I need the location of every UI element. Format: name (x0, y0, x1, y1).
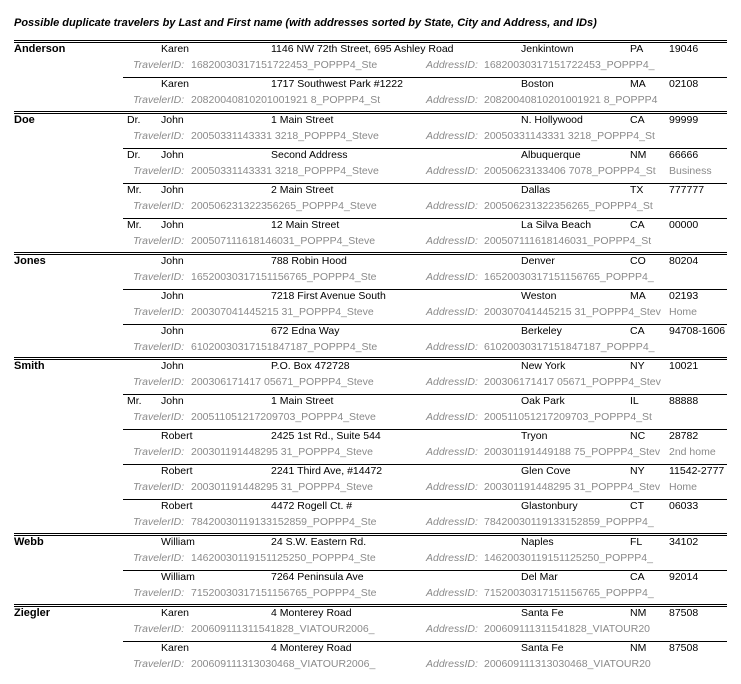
state: CA (630, 571, 645, 583)
traveler-row (14, 113, 727, 148)
traveler-row (14, 148, 727, 183)
state: NM (630, 607, 647, 619)
first-name: Robert (161, 430, 193, 442)
zip-code: 10021 (669, 360, 699, 372)
traveler-row (14, 641, 727, 676)
state: IL (630, 395, 639, 407)
city: Denver (521, 255, 555, 267)
traveler-id-label: TravelerID: (133, 623, 185, 635)
address-id: 200306171417 05671_POPPP4_Stev (484, 376, 661, 388)
state: CA (630, 325, 645, 337)
zip-code: 88888 (669, 395, 699, 407)
state: NM (630, 149, 647, 161)
traveler-id: 200511051217209703_POPPP4_Steve (191, 411, 376, 423)
first-name: William (161, 536, 195, 548)
street-address: 4 Monterey Road (271, 607, 352, 619)
last-name: Jones (14, 255, 46, 267)
street-address: 12 Main Street (271, 219, 340, 231)
address-id: 16520030317151156765_POPPP4_ (484, 271, 654, 283)
zip-code: 87508 (669, 607, 699, 619)
address-id: 200511051217209703_POPPP4_St (484, 411, 652, 423)
first-name: Robert (161, 500, 193, 512)
traveler-id: 61020030317151847187_POPPP4_Ste (191, 341, 378, 353)
first-name: Karen (161, 642, 190, 654)
street-address: 2 Main Street (271, 184, 334, 196)
address-note: Home (669, 306, 698, 318)
traveler-id-label: TravelerID: (133, 59, 185, 71)
traveler-id-label: TravelerID: (133, 658, 185, 670)
traveler-id-label: TravelerID: (133, 587, 185, 599)
address-id-label: AddressID: (426, 59, 478, 71)
first-name: John (161, 184, 184, 196)
address-id: 200507111618146031_POPPP4_St (484, 235, 652, 247)
address-id: 20820040810201001921 8_POPPP4 (484, 94, 658, 106)
address-id-label: AddressID: (426, 130, 478, 142)
report-title: Possible duplicate travelers by Last and First name (with addresses sorted by State, City and Address, and IDs) (14, 17, 597, 29)
name-title: Dr. (127, 149, 141, 161)
traveler-row (14, 394, 727, 429)
first-name: John (161, 114, 184, 126)
first-name: William (161, 571, 195, 583)
traveler-id-label: TravelerID: (133, 200, 185, 212)
address-id-label: AddressID: (426, 481, 478, 493)
address-id-label: AddressID: (426, 341, 478, 353)
zip-code: 00000 (669, 219, 699, 231)
address-id-label: AddressID: (426, 306, 478, 318)
zip-code: 06033 (669, 500, 699, 512)
traveler-id-label: TravelerID: (133, 306, 185, 318)
zip-code: 94708-1606 (669, 325, 726, 337)
state: CA (630, 219, 645, 231)
city: La Silva Beach (521, 219, 592, 231)
address-id-label: AddressID: (426, 235, 478, 247)
address-note: Business (669, 165, 712, 177)
address-id-label: AddressID: (426, 165, 478, 177)
traveler-id-label: TravelerID: (133, 341, 185, 353)
traveler-id: 200609111313030468_VIATOUR2006_ (191, 658, 376, 670)
traveler-id-label: TravelerID: (133, 552, 185, 564)
traveler-row (14, 499, 727, 534)
city: Berkeley (521, 325, 562, 337)
street-address: 2241 Third Ave, #14472 (271, 465, 383, 477)
traveler-row (14, 606, 727, 641)
city: Del Mar (521, 571, 558, 583)
address-id-label: AddressID: (426, 271, 478, 283)
city: Albuquerque (521, 149, 581, 161)
traveler-id: 200301191448295 31_POPPP4_Steve (191, 481, 373, 493)
street-address: 2425 1st Rd., Suite 544 (271, 430, 381, 442)
zip-code: 19046 (669, 43, 699, 55)
traveler-id: 200506231322356265_POPPP4_Steve (191, 200, 377, 212)
zip-code: 28782 (669, 430, 699, 442)
state: NC (630, 430, 646, 442)
traveler-row (14, 429, 727, 464)
traveler-id: 20050331143331 3218_POPPP4_Steve (191, 165, 379, 177)
city: Tryon (521, 430, 548, 442)
state: CT (630, 500, 644, 512)
traveler-id-label: TravelerID: (133, 516, 185, 528)
traveler-id-label: TravelerID: (133, 376, 185, 388)
address-id-label: AddressID: (426, 376, 478, 388)
address-id: 200307041445215 31_POPPP4_Stev (484, 306, 661, 318)
zip-code: 99999 (669, 114, 699, 126)
city: Boston (521, 78, 554, 90)
traveler-id: 16520030317151156765_POPPP4_Ste (191, 271, 377, 283)
first-name: John (161, 360, 184, 372)
traveler-row (14, 77, 727, 112)
state: NY (630, 360, 645, 372)
state: CA (630, 114, 645, 126)
first-name: John (161, 255, 184, 267)
name-title: Mr. (127, 395, 142, 407)
address-id-label: AddressID: (426, 446, 478, 458)
traveler-row (14, 324, 727, 359)
street-address: 672 Edna Way (271, 325, 340, 337)
address-note: 2nd home (669, 446, 716, 458)
last-name: Doe (14, 114, 35, 126)
traveler-id-label: TravelerID: (133, 446, 185, 458)
traveler-row (14, 359, 727, 394)
traveler-id: 20820040810201001921 8_POPPP4_St (191, 94, 381, 106)
address-id: 200301191448295 31_POPPP4_Stev (484, 481, 661, 493)
state: PA (630, 43, 644, 55)
state: MA (630, 78, 646, 90)
street-address: 7264 Peninsula Ave (271, 571, 364, 583)
street-address: 788 Robin Hood (271, 255, 347, 267)
address-id: 200609111313030468_VIATOUR20 (484, 658, 651, 670)
street-address: 4472 Rogell Ct. # (271, 500, 353, 512)
traveler-id-label: TravelerID: (133, 94, 185, 106)
zip-code: 80204 (669, 255, 699, 267)
city: N. Hollywood (521, 114, 583, 126)
traveler-row (14, 570, 727, 605)
first-name: John (161, 325, 184, 337)
traveler-id: 14620030119151125250_POPPP4_Ste (191, 552, 376, 564)
traveler-id: 200306171417 05671_POPPP4_Steve (191, 376, 374, 388)
city: Dallas (521, 184, 551, 196)
traveler-id: 200307041445215 31_POPPP4_Steve (191, 306, 374, 318)
zip-code: 777777 (669, 184, 705, 196)
address-id: 14620030119151125250_POPPP4_ (484, 552, 653, 564)
address-id: 200506231322356265_POPPP4_St (484, 200, 653, 212)
first-name: Karen (161, 78, 190, 90)
state: MA (630, 290, 646, 302)
traveler-id: 78420030119133152859_POPPP4_Ste (191, 516, 377, 528)
address-id: 200609111311541828_VIATOUR20 (484, 623, 650, 635)
traveler-row (14, 218, 727, 253)
state: CO (630, 255, 646, 267)
address-id-label: AddressID: (426, 94, 478, 106)
name-title: Mr. (127, 219, 142, 231)
traveler-id: 20050331143331 3218_POPPP4_Steve (191, 130, 379, 142)
address-id: 61020030317151847187_POPPP4_ (484, 341, 655, 353)
traveler-row (14, 535, 727, 570)
street-address: 4 Monterey Road (271, 642, 352, 654)
last-name: Ziegler (14, 607, 51, 619)
first-name: Robert (161, 465, 193, 477)
city: Santa Fe (521, 642, 564, 654)
address-id-label: AddressID: (426, 516, 478, 528)
street-address: 1 Main Street (271, 395, 334, 407)
address-id: 20050623133406 7078_POPPP4_St (484, 165, 656, 177)
city: Oak Park (521, 395, 565, 407)
address-id-label: AddressID: (426, 552, 478, 564)
last-name: Anderson (14, 43, 66, 55)
last-name: Webb (14, 536, 44, 548)
traveler-id-label: TravelerID: (133, 130, 185, 142)
city: Naples (521, 536, 554, 548)
street-address: P.O. Box 472728 (271, 360, 350, 372)
address-id-label: AddressID: (426, 200, 478, 212)
zip-code: 87508 (669, 642, 699, 654)
name-title: Dr. (127, 114, 141, 126)
first-name: John (161, 395, 184, 407)
traveler-id-label: TravelerID: (133, 235, 185, 247)
traveler-row (14, 254, 727, 289)
street-address: 1146 NW 72th Street, 695 Ashley Road (271, 43, 454, 55)
last-name: Smith (14, 360, 45, 372)
city: Glastonbury (521, 500, 578, 512)
traveler-id: 16820030317151722453_POPPP4_Ste (191, 59, 378, 71)
traveler-id-label: TravelerID: (133, 271, 185, 283)
zip-code: 66666 (669, 149, 699, 161)
first-name: John (161, 219, 184, 231)
address-id: 20050331143331 3218_POPPP4_St (484, 130, 655, 142)
first-name: John (161, 290, 184, 302)
city: New York (521, 360, 566, 372)
state: NY (630, 465, 645, 477)
traveler-row (14, 42, 727, 77)
traveler-id: 71520030317151156765_POPPP4_Ste (191, 587, 377, 599)
zip-code: 11542-2777 (669, 465, 725, 477)
city: Jenkintown (521, 43, 574, 55)
street-address: 24 S.W. Eastern Rd. (271, 536, 367, 548)
traveler-id: 200301191448295 31_POPPP4_Steve (191, 446, 373, 458)
first-name: Karen (161, 43, 190, 55)
traveler-id-label: TravelerID: (133, 411, 185, 423)
address-id: 71520030317151156765_POPPP4_ (484, 587, 654, 599)
first-name: John (161, 149, 184, 161)
address-note: Home (669, 481, 698, 493)
name-title: Mr. (127, 184, 142, 196)
street-address: Second Address (271, 149, 348, 161)
state: TX (630, 184, 644, 196)
address-id: 78420030119133152859_POPPP4_ (484, 516, 654, 528)
address-id: 200301191449188 75_POPPP4_Stev (484, 446, 661, 458)
street-address: 7218 First Avenue South (271, 290, 386, 302)
state: NM (630, 642, 647, 654)
traveler-id: 200507111618146031_POPPP4_Steve (191, 235, 376, 247)
zip-code: 02108 (669, 78, 699, 90)
address-id-label: AddressID: (426, 658, 478, 670)
zip-code: 34102 (669, 536, 699, 548)
state: FL (630, 536, 643, 548)
zip-code: 92014 (669, 571, 699, 583)
city: Weston (521, 290, 557, 302)
address-id-label: AddressID: (426, 623, 478, 635)
traveler-row (14, 289, 727, 324)
traveler-id-label: TravelerID: (133, 481, 185, 493)
traveler-row (14, 464, 727, 499)
first-name: Karen (161, 607, 190, 619)
traveler-row (14, 183, 727, 218)
zip-code: 02193 (669, 290, 699, 302)
city: Glen Cove (521, 465, 571, 477)
street-address: 1 Main Street (271, 114, 334, 126)
address-id: 16820030317151722453_POPPP4_ (484, 59, 655, 71)
street-address: 1717 Southwest Park #1222 (271, 78, 403, 90)
address-id-label: AddressID: (426, 411, 478, 423)
city: Santa Fe (521, 607, 564, 619)
traveler-id-label: TravelerID: (133, 165, 185, 177)
address-id-label: AddressID: (426, 587, 478, 599)
traveler-id: 200609111311541828_VIATOUR2006_ (191, 623, 375, 635)
